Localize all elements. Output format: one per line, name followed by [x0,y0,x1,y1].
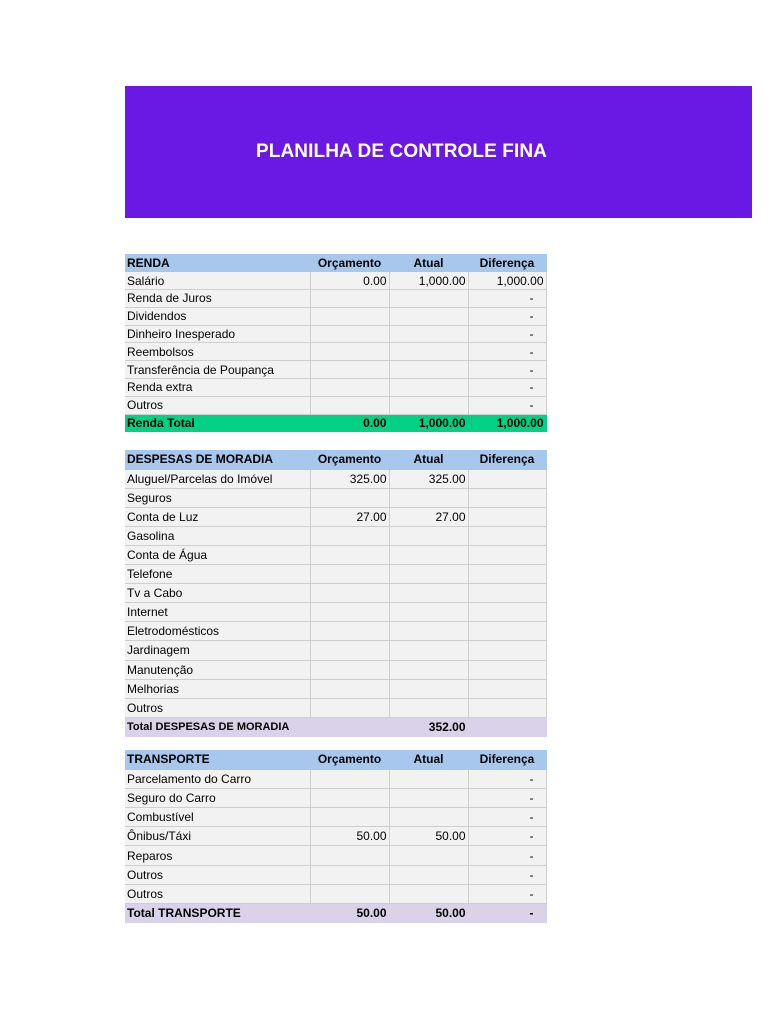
label-cell[interactable]: Ônibus/Táxi [125,827,310,846]
diferenca-cell[interactable]: - [468,343,546,361]
atual-cell[interactable] [389,488,468,507]
orcamento-cell[interactable] [310,325,389,343]
diferenca-cell[interactable] [468,717,546,736]
label-cell[interactable]: RENDA [125,254,310,272]
label-cell[interactable]: Reparos [125,846,310,865]
table-row [125,361,546,379]
label-cell[interactable]: Total TRANSPORTE [125,904,310,923]
table-row [125,679,546,698]
table-row [125,808,546,827]
orcamento-cell[interactable] [310,622,389,641]
label-cell[interactable]: Eletrodomésticos [125,622,310,641]
orcamento-cell[interactable]: Orçamento [310,450,389,469]
table-row [125,488,546,507]
atual-cell[interactable] [389,884,468,903]
atual-cell[interactable] [389,698,468,717]
table-row [125,698,546,717]
orcamento-cell[interactable] [310,679,389,698]
atual-cell[interactable] [389,660,468,679]
diferenca-cell[interactable]: - [468,788,546,807]
orcamento-cell[interactable] [310,603,389,622]
atual-cell[interactable] [389,565,468,584]
table-row [125,788,546,807]
table-row [125,622,546,641]
transporte-table [125,750,547,923]
atual-cell[interactable] [389,603,468,622]
atual-cell[interactable] [389,325,468,343]
atual-cell[interactable] [389,641,468,660]
label-cell[interactable]: Renda Total [125,414,310,432]
label-cell[interactable]: Reembolsos [125,343,310,361]
label-cell[interactable]: Dinheiro Inesperado [125,325,310,343]
label-cell[interactable]: Outros [125,884,310,903]
orcamento-cell[interactable] [310,565,389,584]
diferenca-cell[interactable] [468,545,546,564]
diferenca-cell[interactable]: - [468,904,546,923]
label-cell[interactable]: Manutenção [125,660,310,679]
diferenca-cell[interactable]: Diferença [468,254,546,272]
diferenca-cell[interactable] [468,469,546,488]
atual-cell[interactable]: Atual [389,254,468,272]
atual-cell[interactable] [389,846,468,865]
orcamento-cell[interactable] [310,808,389,827]
label-cell[interactable]: TRANSPORTE [125,750,310,769]
orcamento-cell[interactable] [310,307,389,325]
orcamento-cell[interactable]: 50.00 [310,904,389,923]
table-row [125,343,546,361]
atual-cell[interactable] [389,343,468,361]
orcamento-cell[interactable]: 0.00 [310,272,389,290]
diferenca-cell[interactable] [468,526,546,545]
label-cell[interactable]: Transferência de Poupança [125,361,310,379]
table-row [125,865,546,884]
diferenca-cell[interactable] [468,622,546,641]
diferenca-cell[interactable] [468,584,546,603]
table-row [125,325,546,343]
table-row [125,641,546,660]
orcamento-cell[interactable] [310,343,389,361]
table-row [125,769,546,788]
orcamento-cell[interactable]: 325.00 [310,469,389,488]
label-cell[interactable]: Outros [125,698,310,717]
diferenca-cell[interactable] [468,679,546,698]
title-banner [125,86,752,218]
atual-cell[interactable] [389,584,468,603]
label-cell[interactable]: Telefone [125,565,310,584]
orcamento-cell[interactable] [310,788,389,807]
diferenca-cell[interactable]: - [468,361,546,379]
table-row [125,584,546,603]
diferenca-cell[interactable]: - [468,865,546,884]
atual-cell[interactable] [389,808,468,827]
orcamento-cell[interactable]: Orçamento [310,254,389,272]
diferenca-cell[interactable]: - [468,827,546,846]
orcamento-cell[interactable] [310,660,389,679]
diferenca-cell[interactable]: - [468,884,546,903]
table-row [125,827,546,846]
page-title: PLANILHA DE CONTROLE FINA [256,141,548,162]
table-row [125,545,546,564]
label-cell[interactable]: Internet [125,603,310,622]
orcamento-cell[interactable] [310,584,389,603]
diferenca-cell[interactable] [468,660,546,679]
atual-cell[interactable] [389,307,468,325]
atual-cell[interactable]: 1,000.00 [389,272,468,290]
renda-total-row [125,414,546,432]
diferenca-cell[interactable] [468,641,546,660]
label-cell[interactable]: Aluguel/Parcelas do Imóvel [125,469,310,488]
label-cell[interactable]: Renda extra [125,379,310,397]
diferenca-cell[interactable]: - [468,769,546,788]
label-cell[interactable]: Tv a Cabo [125,584,310,603]
atual-cell[interactable] [389,379,468,397]
label-cell[interactable]: Seguros [125,488,310,507]
diferenca-cell[interactable]: - [468,379,546,397]
table-row [125,884,546,903]
diferenca-cell[interactable]: - [468,396,546,414]
diferenca-cell[interactable]: - [468,307,546,325]
orcamento-cell[interactable] [310,545,389,564]
diferenca-cell[interactable]: Diferença [468,750,546,769]
orcamento-cell[interactable]: 50.00 [310,827,389,846]
atual-cell[interactable]: Atual [389,750,468,769]
orcamento-cell[interactable] [310,290,389,308]
diferenca-cell[interactable]: Diferença [468,450,546,469]
label-cell[interactable]: Combustível [125,808,310,827]
label-cell[interactable]: Gasolina [125,526,310,545]
diferenca-cell[interactable] [468,565,546,584]
diferenca-cell[interactable]: 1,000.00 [468,272,546,290]
atual-cell[interactable] [389,526,468,545]
diferenca-cell[interactable]: - [468,290,546,308]
label-cell[interactable]: Conta de Luz [125,507,310,526]
label-cell[interactable]: Jardinagem [125,641,310,660]
renda-table [125,254,547,432]
label-cell[interactable]: Renda de Juros [125,290,310,308]
atual-cell[interactable] [389,679,468,698]
orcamento-cell[interactable] [310,379,389,397]
table-row [125,507,546,526]
orcamento-cell[interactable] [310,526,389,545]
transporte-header-row [125,750,546,769]
orcamento-cell[interactable] [310,488,389,507]
label-cell[interactable]: Outros [125,396,310,414]
atual-cell[interactable]: 325.00 [389,469,468,488]
atual-cell[interactable] [389,865,468,884]
diferenca-cell[interactable] [468,488,546,507]
diferenca-cell[interactable] [468,507,546,526]
label-cell[interactable]: Salário [125,272,310,290]
diferenca-cell[interactable] [468,698,546,717]
renda-header-row [125,254,546,272]
moradia-header-row [125,450,546,469]
table-row [125,846,546,865]
orcamento-cell[interactable] [310,396,389,414]
label-cell[interactable]: Parcelamento do Carro [125,769,310,788]
atual-cell[interactable] [389,545,468,564]
atual-cell[interactable]: 50.00 [389,904,468,923]
atual-cell[interactable] [389,769,468,788]
orcamento-cell[interactable] [310,865,389,884]
orcamento-cell[interactable] [310,698,389,717]
diferenca-cell[interactable]: - [468,808,546,827]
label-cell[interactable]: Dividendos [125,307,310,325]
label-cell[interactable]: Outros [125,865,310,884]
moradia-table [125,450,547,737]
atual-cell[interactable]: 27.00 [389,507,468,526]
label-cell[interactable]: Melhorias [125,679,310,698]
orcamento-cell[interactable] [310,717,389,736]
diferenca-cell[interactable] [468,603,546,622]
table-row [125,603,546,622]
diferenca-cell[interactable]: - [468,846,546,865]
atual-cell[interactable] [389,290,468,308]
table-row [125,396,546,414]
orcamento-cell[interactable] [310,846,389,865]
atual-cell[interactable] [389,361,468,379]
diferenca-cell[interactable]: - [468,325,546,343]
orcamento-cell[interactable]: Orçamento [310,750,389,769]
label-cell[interactable]: DESPESAS DE MORADIA [125,450,310,469]
atual-cell[interactable]: 352.00 [389,717,468,736]
table-row [125,379,546,397]
atual-cell[interactable] [389,788,468,807]
orcamento-cell[interactable]: 0.00 [310,414,389,432]
orcamento-cell[interactable] [310,769,389,788]
diferenca-cell[interactable]: 1,000.00 [468,414,546,432]
orcamento-cell[interactable] [310,641,389,660]
atual-cell[interactable]: Atual [389,450,468,469]
orcamento-cell[interactable] [310,884,389,903]
table-row [125,565,546,584]
orcamento-cell[interactable]: 27.00 [310,507,389,526]
label-cell[interactable]: Seguro do Carro [125,788,310,807]
atual-cell[interactable] [389,622,468,641]
atual-cell[interactable]: 1,000.00 [389,414,468,432]
orcamento-cell[interactable] [310,361,389,379]
table-row [125,307,546,325]
moradia-total-row [125,717,546,736]
label-cell[interactable]: Conta de Água [125,545,310,564]
transporte-total-row [125,904,546,923]
table-row [125,469,546,488]
table-row [125,660,546,679]
table-row [125,272,546,290]
atual-cell[interactable]: 50.00 [389,827,468,846]
table-row [125,526,546,545]
atual-cell[interactable] [389,396,468,414]
table-row [125,290,546,308]
label-cell[interactable]: Total DESPESAS DE MORADIA [125,717,310,736]
